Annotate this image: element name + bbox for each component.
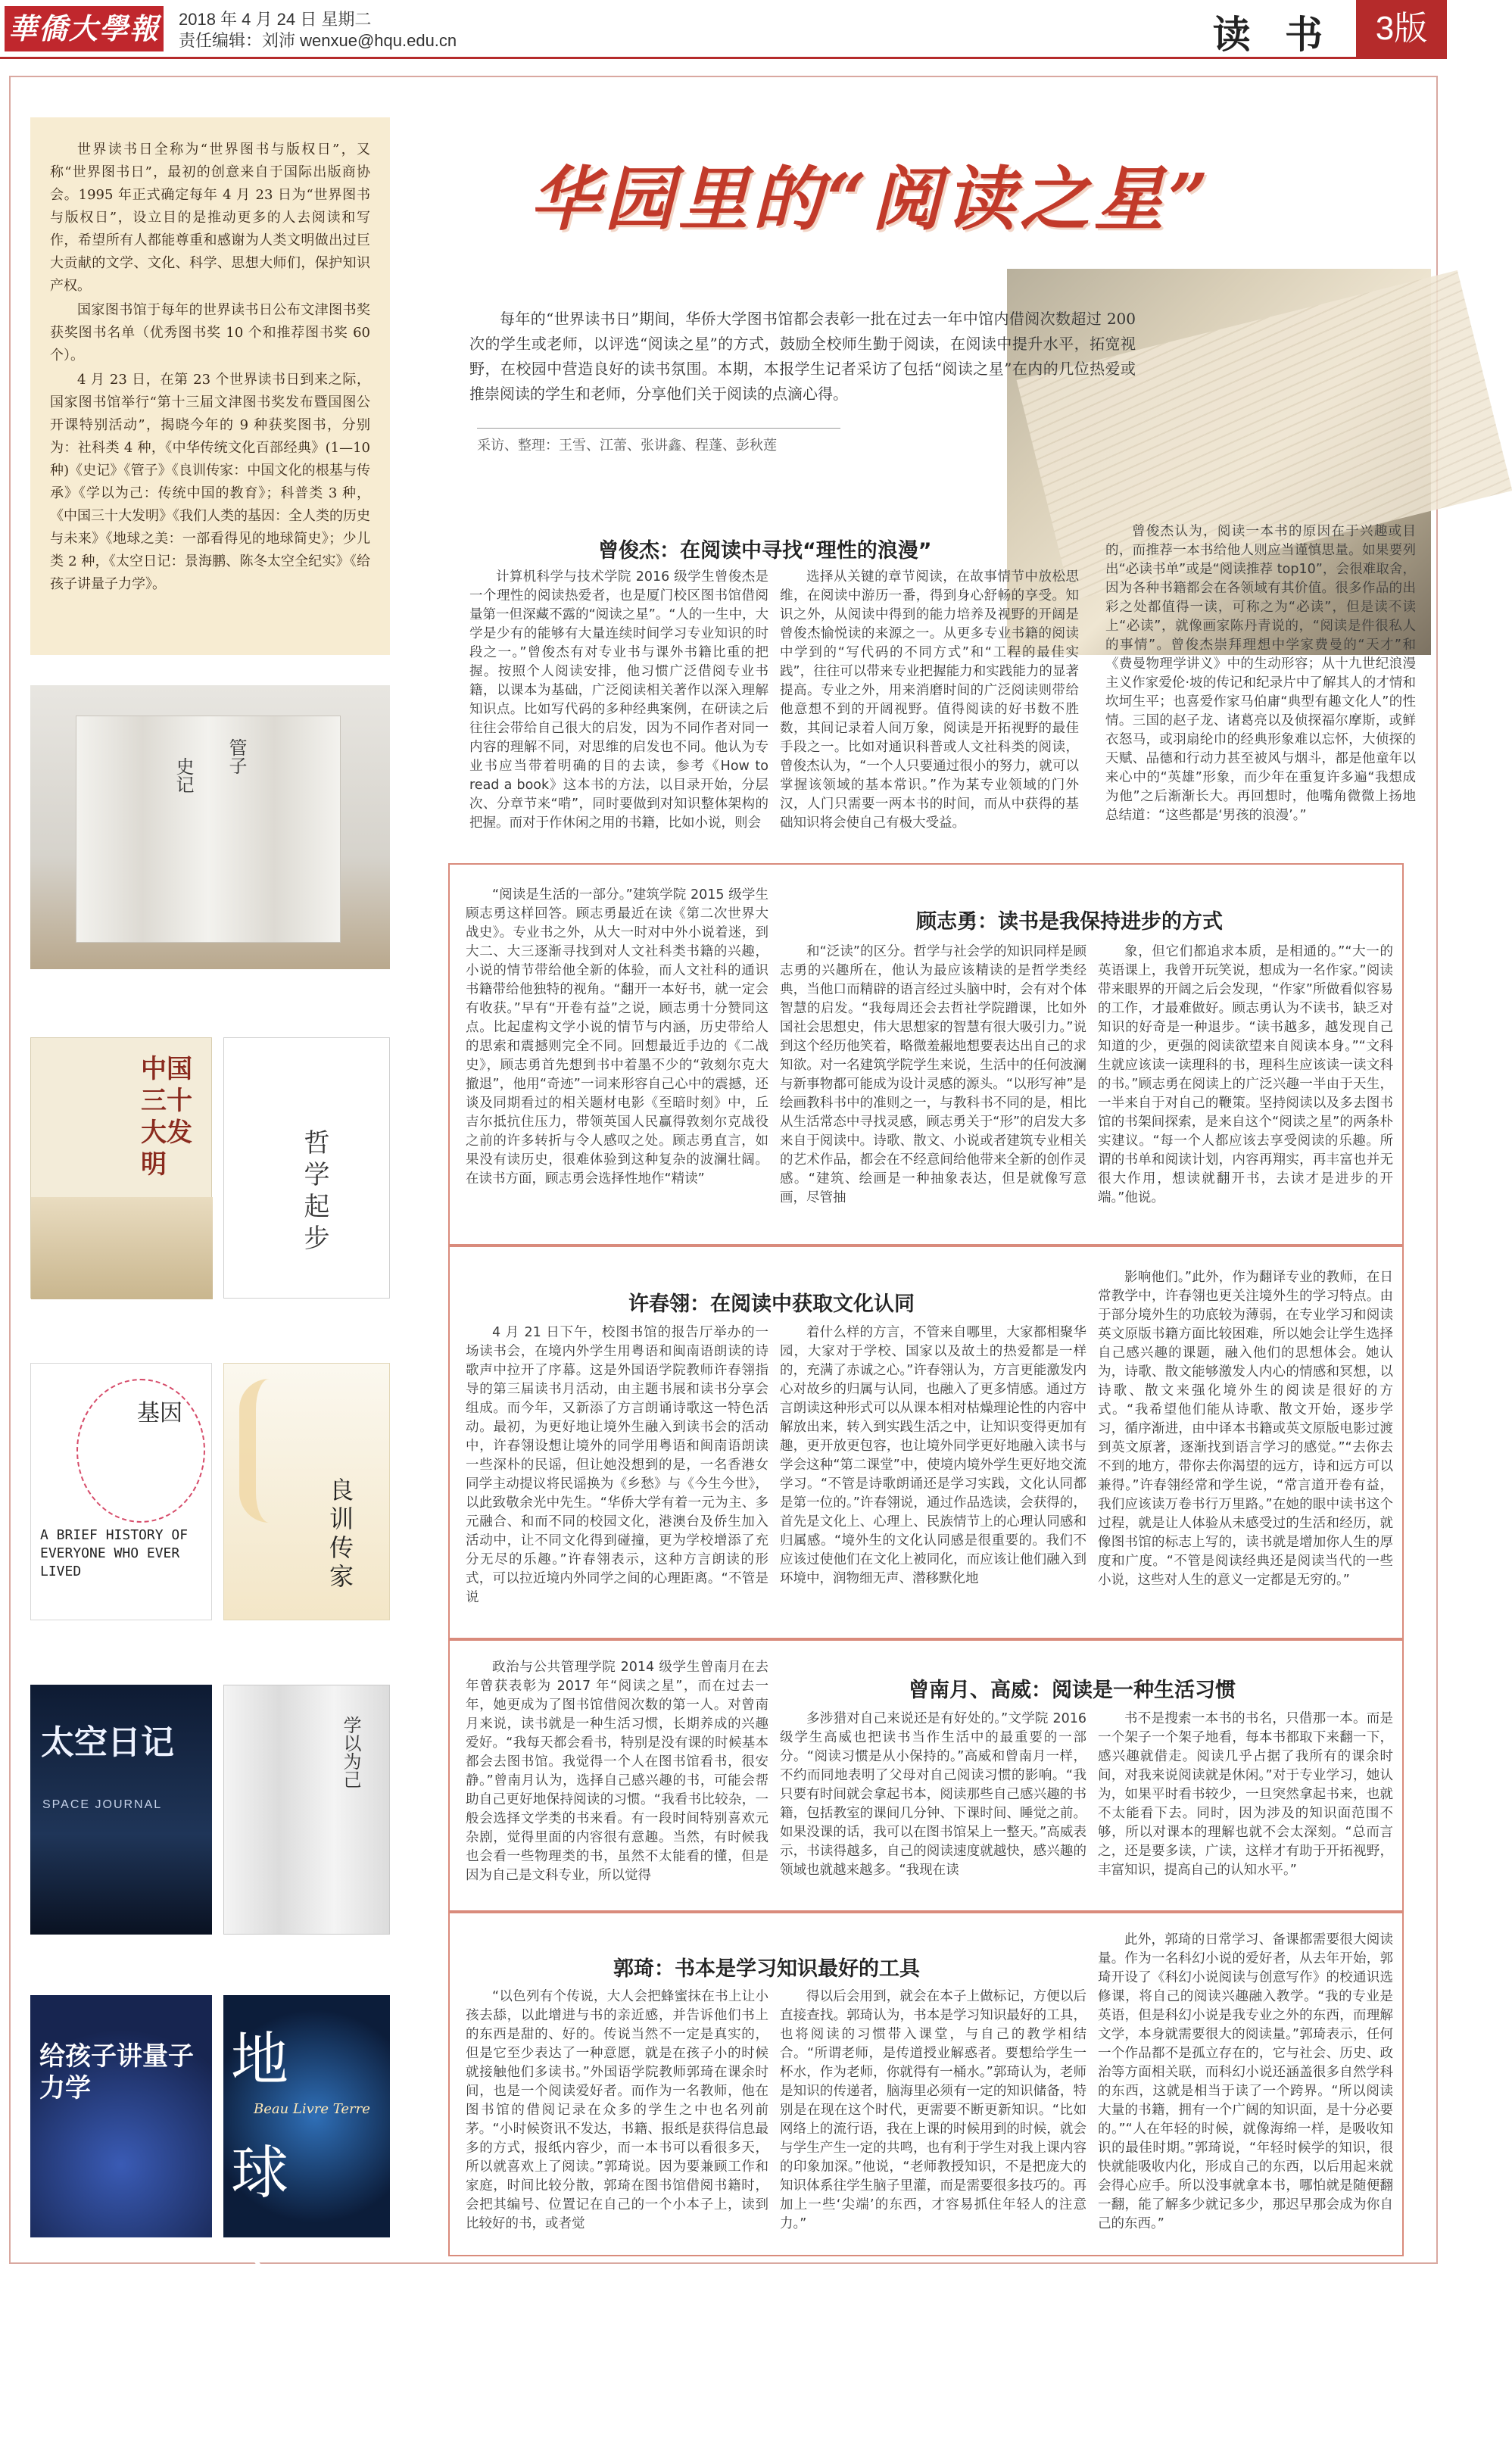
cover-title: 管子 (226, 738, 247, 775)
article-column (466, 1658, 768, 1904)
article-text: 4 月 21 日下午，校图书馆的报告厅举办的一场读书会，在境内外学生用粤语和闽南语朗读的诗歌声中拉开了序幕。这是外国语学院教师许春翎指导的第三届读书月活动，由主题书展和读书分享会组成。而今年，又新添了方言朗诵诗歌这一特色活动。最初，为更好地让境外生融入到读书会的活动中，许春翎设想让境外的同学用粤语和闽南语朗读一些深朴的民谣，但让她没想到的是，一名香港女同学主动提议将民谣换为《乡愁》与《今生今世》，以此致敬余光中先生。“华侨大学有着一元为主、多元融合、和而不同的校园文化，港澳台及侨生加入活动中，让不同文化得到碰撞，更为学校增添了充分无尽的乐趣。”许春翎表示，这种方言朗读的形式，可以拉近境内外同学之间的心理距离。“不管是说 (466, 1325, 768, 1605)
book-cover-china-inventions (30, 1037, 212, 1299)
article-text: “阅读是生活的一部分。”建筑学院 2015 级学生顾志勇这样回答。顾志勇最近在读《第二次世界大战史》。专业书之外，从大一时对中外小说着迷，到大二、大三逐渐寻找到对人文社科类书籍的兴趣，小说的情节带给他全新的体验，而人文社科的通识书籍带给他独特的视角。“翻开一本好书，就一定会有收获。”早有“开卷有益”之说，顾志勇十分赞同这点。比起虚构文学小说的情节与内涵，历史带给人的思索和震撼则完全不同。回想最近手边的《二战史》，顾志勇首先想到书中着墨不少的“敦刻尔克大撤退”，他用“奇迹”一词来形容自己心中的震撼，还谈及同期看过的相关题材电影《至暗时刻》中，丘吉尔抵抗住压力，带领英国人民赢得敦刻尔克战役之前的许多转折与令人感叹之处。顾志勇直言，如果没有读历史，很难体验到这种复杂的波澜壮阔。在读书方面，顾志勇会选择性地作“精读” (466, 887, 768, 1186)
article-column (1098, 1931, 1393, 2249)
book-cover-xueyiweiji (223, 1685, 390, 1935)
feature-title: 华园里的“阅读之星” (530, 158, 1213, 240)
article-text: 曾俊杰认为，阅读一本书的原因在于兴趣或目的，而推荐一本书给他人则应当谨慎思量。如果要列出“必读书单”或是“阅读推荐 top10”，会很难取舍，因为各种书籍都会在各领域有其价值。很多作品的出彩之处都值得一读，可称之为“必读”，但是读不读上“必读”，就像画家陈丹青说的，“阅读是件很私人的事情”。曾俊杰崇拜理想中学家费曼的“天才”和《费曼物理学讲义》中的生动形容；从十九世纪浪漫主义作家爱伦·坡的传记和纪录片中了解其人的才情和坎坷生平；也喜爱作家马伯庸“典型有趣文化人”的性情。三国的赵子龙、诸葛亮以及侦探福尔摩斯，或鲜衣怒马，或羽扇纶巾的经典形象难以忘怀，大侦探的天赋、品德和行动力甚至被风与烟斗，都是他童年以来心中的“英雄”形象，而少年在重复许多遍“我想成为他”之后渐渐长大。再回想时，他嘴角微微上扬地总结道：“这些都是‘男孩的浪漫’。” (1105, 524, 1416, 823)
article-text: 得以后会用到，就会在本子上做标记，方便以后直接查找。郭琦认为，书本是学习知识最好的工具，也将阅读的习惯带入课堂，与自己的教学相结合。“所谓老师，是传道授业解惑者。要想给学生一杯水，作为老师，你就得有一桶水。”郭琦认为，老师是知识的传递者，脑海里必须有一定的知识储备，特别是在现在这个时代，更需要不断更新知识。“比如网络上的流行语，我在上课的时候用到的时候，就会与学生产生一定的共鸣，也有利于学生对我上课内容的印象加深。”他说，“老师教授知识，不是把庞大的知识体系往学生脑子里灌，而是需要很多技巧的。再加上一些‘尖端’的东西，才容易抓住年轻人的注意力。” (780, 1989, 1086, 2231)
article-text: 影响他们。”此外，作为翻译专业的教师，在日常教学中，许春翎也更关注境外生的学习特点。由于部分境外生的功底较为薄弱，在专业学习和阅读英文原版书籍方面比较困难，所以她会让学生选择自己感兴趣的课题，融入他们的思想体会。她认为，诗歌、散文能够激发人内心的情感和冥想，以诗歌、散文来强化境外生的阅读是很好的方式。“我希望他们能从诗歌、散文开始，逐步学习，循序渐进，由中译本书籍或英文原版电影过渡到英文原著，逐渐找到语言学习的感觉。”“去你去不到的地方，带你去你渴望的远方，诗和远方可以兼得。”许春翎经常和学生说，“常言道开卷有益，我们应该读万卷书行万里路。”在她的眼中读书这个过程，就是让人体验从未感受过的生活和经历，就像图书馆的标志上写的，读书就是增加你人生的厚度和广度。“不管是阅读经典还是阅读当代的一些小说，这些对人生的意义一定都是无穷的。” (1098, 1270, 1393, 1588)
article-column (780, 1988, 1086, 2249)
article-column (1098, 1268, 1393, 1630)
cover-title: 良训传家 (326, 1477, 354, 1592)
article-column (469, 568, 768, 837)
book-cover-shiji-guanzi (30, 685, 390, 969)
article-heading: 郭琦：书本是学习知识最好的工具 (613, 1957, 920, 1981)
book-cover-earth (223, 1995, 390, 2434)
cover-subtitle: A BRIEF HISTORY OF EVERYONE WHO EVER LIVED (40, 1527, 189, 1579)
article-column (780, 1324, 1086, 1630)
masthead (0, 0, 1447, 59)
page-number-badge: 3版 (1356, 0, 1447, 58)
article-column (780, 1710, 1086, 1904)
feature-intro: 每年的“世界读书日”期间，华侨大学图书馆都会表彰一批在过去一年中馆内借阅次数超过 200 次的学生或老师，以评选“阅读之星”的方式，鼓励全校师生勤于阅读，在阅读中提升水平，拓宽视野，在校园中营造良好的读书氛围。本期，本报学生记者采访了包括“阅读之星”在内的几位热爱或推崇阅读的学生和老师，分享他们关于阅读的点滴心得。 (469, 310, 1136, 403)
cover-title: 史记 (173, 757, 194, 794)
sidebar-paragraph: 世界读书日全称为“世界图书与版权日”，又称“世界图书日”，最初的创意来自于国际出版商协会。1995 年正式确定每年 4 月 23 日为“世界图书与版权日”，设立目的是推动更多的人去阅读和写作，希望所有人都能尊重和感谢为人类文明做出过巨大贡献的文学、文化、科学、思想大师们，保护知识产权。 (50, 142, 370, 294)
article-text: 和“泛读”的区分。哲学与社会学的知识同样是顾志勇的兴趣所在，他认为最应该精读的是哲学类经典，当他口而精辟的语言经过头脑中时，会有对个体智慧的启发。“我每周还会去哲社学院蹭课，比如外国社会思想史，伟大思想家的智慧有很大吸引力。”说到这个经历他笑着，略微羞赧地想要表达出自己的求知欲。对一名建筑学院学生来说，生活中的任何波澜与新事物都可能成为设计灵感的源头。“以形写神”是绘画教科书中的准则之一，与教科书不同的是，相比从生活常态中寻找灵感，顾志勇关于“形”的启发大多来自于阅读中。诗歌、散文、小说或者建筑专业相关的艺术作品，都会在不经意间给他带来全新的创作灵感。“建筑、绘画是一种抽象表达，但是就像写意画，尽管抽 (780, 944, 1086, 1205)
article-text: 选择从关键的章节阅读，在故事情节中放松思维，在阅读中游历一番，得到身心舒畅的享受。知识之外，从阅读中得到的能力培养及视野的开阔是曾俊杰愉悦读的来源之一。从更多专业书籍的阅读中学到的“写代码的不同方式”和“工程的最佳实践”，往往可以带来专业把握能力和实践能力的显著提高。专业之外，用来消磨时间的广泛阅读则带给他意想不到的开阔视野。值得阅读的好书数不胜数，其间记录着人间万象，阅读是开拓视野的最佳手段之一。比如对通识科普或人文社科类的阅读，曾俊杰认为，“一个人只要通过很小的努力，就可以掌握该领域的基本常识。”作为某专业领域的门外汉，人门只需要一两本书的时间，而从中获得的基础知识将会使自己有极大受益。 (780, 569, 1079, 831)
sidebar-paragraph: 4 月 23 日，在第 23 个世界读书日到来之际，国家图书馆举行“第十三届文津图书奖发布暨国图公开课特别活动”，揭晓今年的 9 种获奖图书，分别为：社科类 4 种，《中华传统文化百部经典》(1—10 种)《史记》《管子》《良训传家：中国文化的根基与传承》《学以为己：传统中国的教育》；科普类 3 种，《中国三十大发明》《我们人类的基因：全人类的历史与未来》《地球之美：一部看得见的地球简史》；少儿类 2 种，《太空日记：景海鹏、陈冬太空全纪实》《给孩子讲量子力学》。 (50, 372, 370, 592)
cover-title: 哲学起步 (299, 1129, 329, 1256)
section-title: 读 书 (1212, 12, 1333, 57)
article-heading: 曾南月、高威：阅读是一种生活习惯 (909, 1679, 1236, 1702)
article-heading: 曾俊杰：在阅读中寻找“理性的浪漫” (598, 539, 932, 563)
article-column (466, 1988, 768, 2249)
article-column (1098, 943, 1393, 1234)
newspaper-logo: 華僑大學報 (5, 6, 164, 51)
cover-title: 地球之美 (231, 2025, 311, 2434)
book-cover-genes (30, 1363, 212, 1620)
cover-title: 基因 (137, 1400, 182, 1426)
article-text: 书不是搜索一本书的书名，只借那一本。而是一个架子一个架子地看，每本书都取下来翻一下，感兴趣就借走。阅读几乎占据了我所有的课余时间，对我来说阅读就是休闲。”对于专业学习，她认为，如果平时看书较少，一旦突然拿起书来，也就不太能看下去。同时，因为涉及的知识面范围不够，所以对课本的理解也就不会太深刻。“总而言之，还是要多读，广读，这样才有助于开拓视野，丰富知识，提高自己的认知水平。” (1098, 1711, 1393, 1878)
editor-line: 责任编辑：刘沛 wenxue@hqu.edu.cn (179, 31, 457, 50)
book-cover-philosophy (223, 1037, 390, 1299)
article-column (466, 1324, 768, 1630)
article-text: 计算机科学与技术学院 2016 级学生曾俊杰是一个理性的阅读热爱者，也是厦门校区图书馆借阅量第一但深藏不露的“阅读之星”。“人的一生中，大学是少有的能够有大量连续时间学习专业知识的时段之一。”曾俊杰有对专业书与课外书籍比重的把握。按照个人阅读安排，他习惯广泛借阅专业书籍，以课本为基础，广泛阅读相关著作以深入理解知识点。比如写代码的多种经典案例，在研读之后往往会带给自己很大的启发，因为不同作者对同一内容的理解不同，对思维的启发也不同。他认为专业书应当带着明确的目的去读，参考《How to read a book》这本书的方法，以目录开始，分层次、分章节来“啃”，同时要做到对知识整体架构的把握。而对于作休闲之用的书籍，比如小说，则会 (469, 569, 768, 831)
article-heading: 许春翎：在阅读中获取文化认同 (628, 1292, 915, 1316)
article-text: “以色列有个传说，大人会把蜂蜜抹在书上让小孩去舔，以此增进与书的亲近感，并告诉他们书上的东西是甜的、好的。传说当然不一定是真实的，但是它至少表达了一种意愿，就是在孩子小的时候就接触他们多读书。”外国语学院教师郭琦在课余时间，也是一个阅读爱好者。而作为一名教师，他在图书馆的借阅记录在众多的学生之中也名列前茅。“小时候资讯不发达，书籍、报纸是获得信息最多的方式，报纸内容少，而一本书可以看很多天，所以就喜欢上了阅读。”郭琦说。因为要兼顾工作和家庭，时间比较分散，郭琦在图书馆借阅书籍时，会把其编号、位置记在自己的一个小本子上，读到比较好的书，或者觉 (466, 1989, 768, 2231)
book-cover-quantum (30, 1995, 212, 2237)
article-text: 象，但它们都追求本质，是相通的。”“大一的英语课上，我曾开玩笑说，想成为一名作家。”阅读带来眼界的开阔之后会发现，“作家”所做看似容易的工作，才最难做好。顾志勇认为不读书，缺乏对知识的好奇是一种退步。“读书越多，越发现自己知道的少，更强的阅读欲望来自阅读本身。”“文科生就应该读一读理科的书，理科生应该读一读文科的书。”顾志勇在阅读上的广泛兴趣一半由于天生，一半来自于对自己的鞭策。坚持阅读以及多去图书馆的书架间探索，是来自这个“阅读之星”的两条朴实建议。“每一个人都应该去享受阅读的乐趣。所谓的书单和阅读计划，内容再翔实，再丰富也并无很大作用，想读就翻开书，去读才是进步的开端。”他说。 (1098, 944, 1393, 1205)
cover-title: 学以为己 (340, 1716, 361, 1788)
article-column (1098, 1710, 1393, 1904)
article-text: 政治与公共管理学院 2014 级学生曾南月在去年曾获表彰为 2017 年“阅读之星”，而在过去一年，她更成为了图书馆借阅次数的第一人。对曾南月来说，读书就是一种生活习惯，长期养成的兴趣爱好。“我每天都会看书，特别是没有课的时候基本都会去图书馆。我觉得一个人在图书馆看书，很安静。”曾南月认为，选择自己感兴趣的书，可能会帮助自己更好地保持阅读的习惯。“我看书比较杂，一般会选择文学类的书来看。有一段时间特别喜欢元杂剧，觉得里面的内容很有意趣。当然，有时候我也会看一些物理类的书，虽然不太能看的懂，但是因为自己是文科专业，所以觉得 (466, 1660, 768, 1883)
cover-subtitle: SPACE JOURNAL (42, 1798, 163, 1811)
issue-meta (179, 9, 457, 51)
article-column (1105, 522, 1416, 840)
book-cover-liangxun (223, 1363, 390, 1620)
article-text: 着什么样的方言，不管来自哪里，大家都相聚华园，大家对于学校、国家以及故土的热爱都是一样的，充满了赤诚之心。”许春翎认为，方言更能激发内心对故乡的归属与认同，也融入了更多情感。通过方言朗读这种形式可以从课本相对枯燥理论性的内容中解放出来，转入到实践生活之中，让知识变得更加有趣，更开放更包容，也让境外同学更好地融入读书与学会这种“第二课堂”中，使境内境外学生更好地交流学习。“不管是诗歌朗诵还是学习实践，文化认同都是第一位的。”许春翎说，通过作品选读，会获得的，首先是文化上、心理上、民族情节上的心理认同感和归属感。“境外生的文化认同感是很重要的。我们不应该过使他们在文化上被同化，而应该让他们融入到环境中，润物细无声、潜移默化地 (780, 1325, 1086, 1586)
sidebar-paragraph: 国家图书馆于每年的世界读书日公布文津图书奖获奖图书名单（优秀图书奖 10 个和推荐图书奖 60 个）。 (50, 302, 370, 363)
article-heading: 顾志勇：读书是我保持进步的方式 (916, 910, 1223, 934)
article-text: 此外，郭琦的日常学习、备课都需要很大阅读量。作为一名科幻小说的爱好者，从去年开始，郭琦开设了《科幻小说阅读与创意写作》的校通识选修课，将自己的阅读兴趣融入教学。“我的专业是英语，但是科幻小说是我专业之外的东西，而理解文学，本身就需要很大的阅读量。”郭琦表示，任何一个作品都不是孤立存在的，它与社会、历史、政治等方面相关联，而科幻小说还涵盖很多自然学科的东西，这就是相当于读了一个跨界。“所以阅读大量的书籍，拥有一个广阔的知识面，是十分必要的。”“人在年轻的时候，就像海绵一样，是吸收知识的最佳时期。”郭琦说，“年轻时候学的知识，很快就能吸收内化，形成自己的东西，以后用起来就会得心应手。所以没事就拿本书，哪怕就是随便翻一翻，能了解多少就记多少，那迟早那会成为你自己的东西。” (1098, 1932, 1393, 2231)
feature-credits: 采访、整理：王雪、江蕾、张讲鑫、程蓬、彭秋莲 (477, 428, 840, 454)
article-column (466, 886, 768, 1234)
article-column (780, 568, 1079, 837)
cover-subtitle: Beau Livre Terre (254, 2101, 370, 2117)
sidebar-note (30, 117, 390, 655)
cover-title: 太空日记 (41, 1723, 174, 1762)
book-cover-space-journal (30, 1685, 212, 1935)
article-column (780, 943, 1086, 1234)
issue-date: 2018 年 4 月 24 日 星期二 (179, 10, 372, 29)
article-text: 多涉猎对自己来说还是有好处的。”文学院 2016 级学生高威也把读书当作生活中的最重要的一部分。“阅读习惯是从小保持的。”高威和曾南月一样，不约而同地表明了父母对自己阅读习惯的影响。“我只要有时间就会拿起书本，阅读那些自己感兴趣的书籍，包括教室的课间几分钟、下课时间、睡觉之前。如果没课的话，我可以在图书馆呆上一整天。”高威表示，书读得越多，自己的阅读速度就越快，感兴趣的领域也就越来越多。“我现在读 (780, 1711, 1086, 1878)
cover-title: 给孩子讲量子力学 (39, 2041, 194, 2103)
cover-title: 中国三十大发明 (141, 1054, 192, 1180)
